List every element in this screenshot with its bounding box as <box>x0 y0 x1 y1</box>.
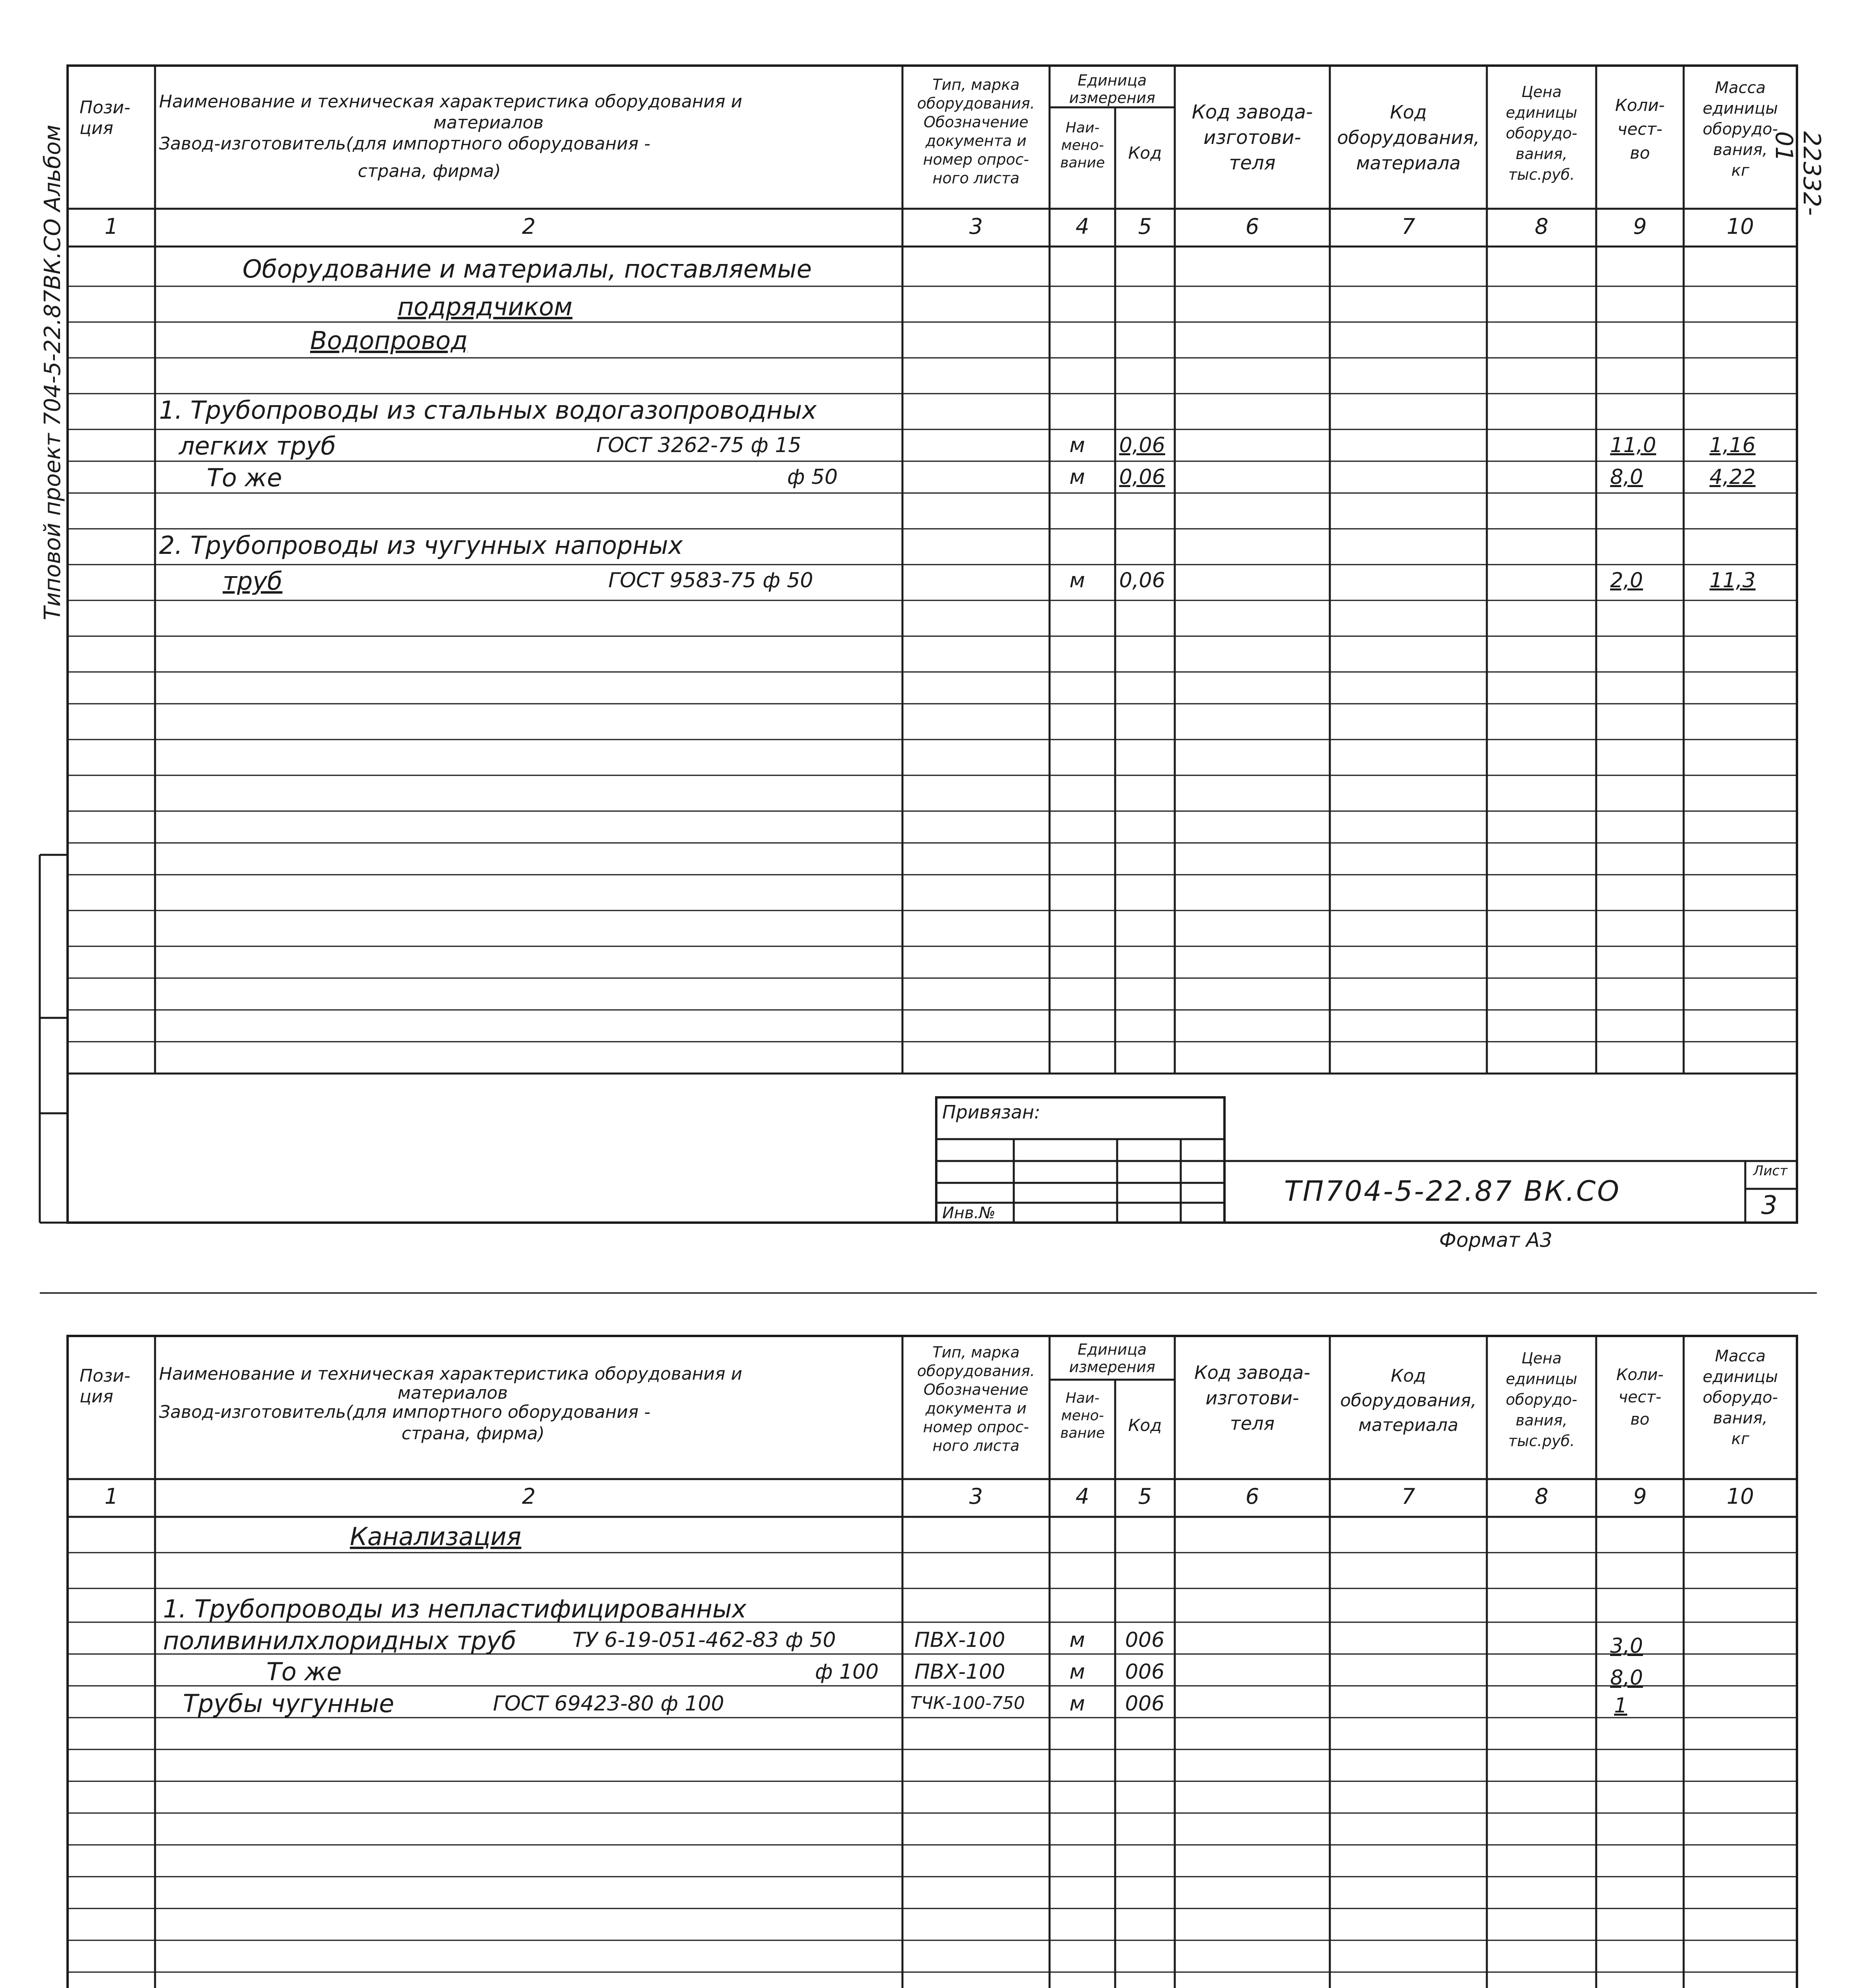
col-number: 7 <box>1401 1484 1415 1509</box>
header-maker-code: Код завода- изготови- теля <box>1194 1362 1310 1434</box>
header-name-line3: Завод-изготовитель(для импортного оборудования - <box>159 134 650 154</box>
album-vertical-label: Типовой проект 704-5-22.87ВК.СО Альбом <box>40 124 66 620</box>
header-name-line1: Наименование и техническая характеристика оборудования и <box>159 91 743 112</box>
unit: м <box>1069 1660 1085 1684</box>
header-quantity: Коли- чест- во <box>1616 1366 1664 1429</box>
header-unit-group: Единица измерения <box>1069 1341 1155 1376</box>
sheet-2 <box>0 1312 1855 1988</box>
quantity: 11,0 <box>1610 433 1656 457</box>
col-number: 1 <box>104 214 118 239</box>
unit-code: 006 <box>1125 1660 1165 1684</box>
unit-code: 006 <box>1125 1692 1165 1716</box>
list-item: Трубы чугунные <box>183 1689 394 1718</box>
header-mass: Масса единицы оборудо- вания, кг <box>1702 1347 1778 1448</box>
gost-ref: ф 100 <box>815 1660 879 1684</box>
unit-code: 0,06 <box>1119 465 1165 489</box>
header-unit-code: Код <box>1128 143 1162 163</box>
header-name-line4: страна, фирма) <box>402 1423 545 1444</box>
col-number: 5 <box>1138 214 1152 239</box>
gost-ref: ф 50 <box>787 465 838 489</box>
unit-code: 0,06 <box>1119 433 1165 457</box>
list-item: 1. Трубопроводы из стальных водогазопроводных <box>159 396 817 425</box>
sheet1-title-line1: Оборудование и материалы, поставляемые <box>243 254 812 283</box>
header-position: Пози- ция <box>80 97 130 138</box>
privyazan-label: Привязан: <box>942 1101 1040 1123</box>
gost-ref: ГОСТ 3262-75 ф 15 <box>596 433 801 457</box>
mass: 4,22 <box>1709 465 1756 489</box>
type-mark: ПВХ-100 <box>914 1628 1005 1652</box>
sheet2-section: Канализация <box>350 1522 522 1551</box>
header-unit-group: Единица измерения <box>1069 72 1155 107</box>
unit: м <box>1069 1628 1085 1652</box>
archive-number-vertical: 22332-01 <box>1770 131 1826 216</box>
list-item: То же <box>266 1657 342 1686</box>
sheet-separator <box>40 1292 1817 1294</box>
list-item: легких труб <box>179 431 336 460</box>
list-item: То же <box>207 463 282 492</box>
header-unit-code: Код <box>1128 1415 1162 1435</box>
col-number: 4 <box>1075 1484 1089 1509</box>
col-number: 8 <box>1535 1484 1548 1509</box>
quantity: 8,0 <box>1610 465 1643 489</box>
col-number: 4 <box>1075 214 1089 239</box>
header-type: Тип, марка оборудования. Обозначение документа и номер опрос- ного листа <box>917 76 1035 187</box>
unit-code: 006 <box>1125 1628 1165 1652</box>
col-number: 3 <box>969 1484 983 1509</box>
mass: 1,16 <box>1709 433 1756 457</box>
gost-ref: ТУ 6-19-051-462-83 ф 50 <box>572 1628 836 1652</box>
header-unit-name: Наи- мено- вание <box>1060 1390 1105 1441</box>
unit: м <box>1069 465 1085 489</box>
header-equipment-code: Код оборудования, материала <box>1340 1366 1477 1435</box>
header-price: Цена единицы оборудо- вания, тыс.руб. <box>1506 1349 1578 1450</box>
header-quantity: Коли- чест- во <box>1615 95 1665 163</box>
sheet-label: Лист <box>1753 1163 1788 1179</box>
gost-ref: ГОСТ 69423-80 ф 100 <box>493 1692 724 1716</box>
header-type: Тип, марка оборудования. Обозначение документа и номер опрос- ного листа <box>917 1343 1035 1454</box>
quantity: 3,0 <box>1610 1634 1643 1658</box>
col-number: 2 <box>522 1484 536 1509</box>
header-price: Цена единицы оборудо- вания, тыс.руб. <box>1506 83 1578 183</box>
header-name-line3: Завод-изготовитель(для импортного оборудования - <box>159 1402 650 1422</box>
unit: м <box>1069 433 1085 457</box>
header-name-line2: материалов <box>398 1383 508 1403</box>
col-number: 3 <box>969 214 983 239</box>
list-item: труб <box>223 567 283 596</box>
col-number: 10 <box>1727 214 1754 239</box>
header-position: Пози- ция <box>80 1366 130 1407</box>
list-item: поливинилхлоридных труб <box>163 1626 516 1655</box>
header-maker-code: Код завода- изготови- теля <box>1191 101 1313 174</box>
header-name-line1: Наименование и техническая характеристика оборудования и <box>159 1364 743 1384</box>
sheet1-title-line2: подрядчиком <box>398 292 572 321</box>
header-equipment-code: Код оборудования, материала <box>1337 101 1480 174</box>
list-item: 2. Трубопроводы из чугунных напорных <box>159 531 683 560</box>
list-item: 1. Трубопроводы из непластифицированных <box>163 1594 747 1623</box>
type-mark: ТЧК-100-750 <box>910 1693 1025 1713</box>
format-label: Формат А3 <box>1439 1229 1552 1252</box>
sheet1-section: Водопровод <box>310 326 468 355</box>
unit-code: 0,06 <box>1119 569 1165 592</box>
col-number: 7 <box>1401 214 1415 239</box>
header-name-line4: страна, фирма) <box>358 161 501 181</box>
quantity: 2,0 <box>1610 569 1643 592</box>
quantity: 8,0 <box>1610 1666 1643 1690</box>
gost-ref: ГОСТ 9583-75 ф 50 <box>608 569 813 592</box>
col-number: 9 <box>1633 1484 1647 1509</box>
header-mass: Масса единицы оборудо- вания, кг <box>1702 79 1778 180</box>
quantity: 1 <box>1614 1694 1628 1718</box>
col-number: 5 <box>1138 1484 1152 1509</box>
mass: 11,3 <box>1709 569 1756 592</box>
col-number: 2 <box>522 214 536 239</box>
col-number: 8 <box>1535 214 1548 239</box>
header-unit-name: Наи- мено- вание <box>1060 120 1105 171</box>
header-name-line2: материалов <box>433 113 544 133</box>
unit: м <box>1069 569 1085 592</box>
col-number: 6 <box>1245 1484 1259 1509</box>
col-number: 10 <box>1727 1484 1754 1509</box>
col-number: 1 <box>104 1484 118 1509</box>
sheet-number: 3 <box>1761 1191 1777 1220</box>
inv-label: Инв.№ <box>942 1204 995 1222</box>
col-number: 6 <box>1245 214 1259 239</box>
unit: м <box>1069 1692 1085 1716</box>
type-mark: ПВХ-100 <box>914 1660 1005 1684</box>
col-number: 9 <box>1633 214 1647 239</box>
document-code: ТП704-5-22.87 ВК.СО <box>1284 1175 1621 1208</box>
